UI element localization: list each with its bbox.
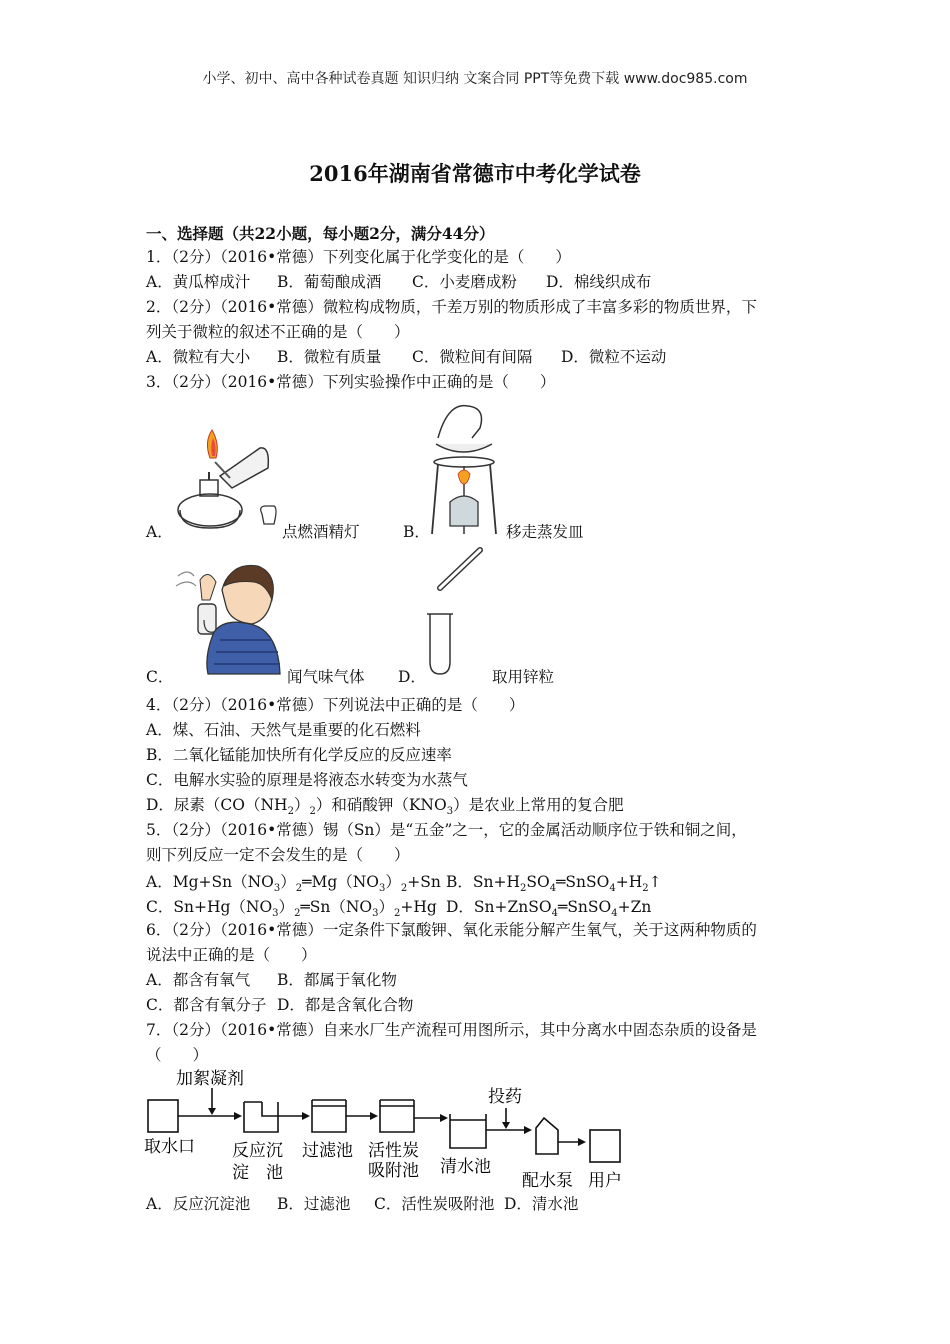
q6-stem-line1: 6．（2分）（2016•常德）一定条件下氯酸钾、氧化汞能分解产生氧气，关于这两种物质的: [146, 921, 757, 939]
reaction-label-2: 淀 池: [232, 1163, 283, 1183]
q5-stem-line1: 5．（2分）（2016•常德）锡（Sn）是“五金”之一，它的金属活动顺序位于铁和铜之间，: [146, 821, 747, 839]
q1-option-a: A．黄瓜榨成汁: [146, 273, 251, 291]
q1-option-d: D．棉线织成布: [546, 273, 652, 291]
alcohol-lamp-figure: [170, 428, 282, 538]
carbon-label-1: 活性炭: [368, 1141, 419, 1161]
user-label: 用户: [588, 1171, 622, 1191]
q6-option-b: B．都属于氧化物: [277, 971, 397, 989]
q5-stem-line2: 则下列反应一定不会发生的是（ ）: [146, 846, 410, 864]
q5-option-a: A．$Mg+Sn(NO_3)_2═Mg(NO_3)_2+Sn$: [146, 873, 441, 895]
q3-option-c-text: 闻气味气体: [287, 668, 365, 686]
smelling-gas-figure: [174, 560, 286, 678]
q2-stem-line2: 列关于微粒的叙述不正确的是（ ）: [146, 323, 410, 341]
dose-label: 投药: [488, 1087, 522, 1107]
filter-label: 过滤池: [302, 1141, 353, 1161]
q6-option-c: C．都含有氧分子: [146, 996, 267, 1014]
q1-stem: 1．（2分）（2016•常德）下列变化属于化学变化的是（ ）: [146, 248, 571, 266]
filter-tank: [312, 1100, 346, 1132]
q3-stem: 3．（2分）（2016•常德）下列实验操作中正确的是（ ）: [146, 373, 556, 391]
evaporating-dish-figure: [428, 398, 498, 538]
test-tube-figure: [426, 544, 490, 676]
q4-stem: 4．（2分）（2016•常德）下列说法中正确的是（ ）: [146, 696, 525, 714]
carbon-tank: [380, 1100, 414, 1132]
intake-box: [148, 1100, 178, 1132]
water-treatment-flow-diagram: [140, 1068, 660, 1192]
coagulant-label: 加絮凝剂: [176, 1069, 244, 1089]
clear-water-label: 清水池: [440, 1157, 491, 1177]
q5-option-b: B．$Sn+H_2SO_4═SnSO_4+H_2↑$: [446, 873, 662, 895]
page-header: 小学、初中、高中各种试卷真题 知识归纳 文案合同 PPT等免费下载 www.doc985.com: [202, 71, 748, 87]
q6-option-d: D．都是含氧化合物: [277, 996, 414, 1014]
reaction-label-1: 反应沉: [232, 1141, 283, 1161]
pump-box: [536, 1118, 558, 1154]
q2-option-d: D．微粒不运动: [561, 348, 667, 366]
q7-option-c: C．活性炭吸附池: [374, 1195, 495, 1213]
q1-option-c: C．小麦磨成粉: [412, 273, 517, 291]
q1-option-b: B．葡萄酿成酒: [277, 273, 382, 291]
carbon-label-2: 吸附池: [368, 1161, 419, 1181]
section-heading: 一、选择题（共22小题，每小题2分，满分44分）: [146, 224, 495, 243]
q7-stem-line1: 7．（2分）（2016•常德）自来水厂生产流程可用图所示，其中分离水中固态杂质的设备是: [146, 1021, 757, 1039]
q7-option-b: B．过滤池: [277, 1195, 351, 1213]
q3-option-b-letter: B．: [403, 523, 430, 541]
q3-option-a-letter: A．: [146, 523, 173, 541]
q2-option-c: C．微粒间有间隔: [412, 348, 533, 366]
q2-stem-line1: 2．（2分）（2016•常德）微粒构成物质，千差万别的物质形成了丰富多彩的物质世界，下: [146, 298, 757, 316]
q3-option-c-letter: C．: [146, 668, 174, 686]
q4-option-a: A．煤、石油、天然气是重要的化石燃料: [146, 721, 421, 739]
q4-option-b: B．二氧化锰能加快所有化学反应的反应速率: [146, 746, 452, 764]
clear-water-tank: [450, 1114, 486, 1148]
q3-option-a-text: 点燃酒精灯: [282, 523, 360, 541]
q3-option-d-letter: D．: [398, 668, 426, 686]
reaction-tank: [244, 1102, 278, 1132]
q2-option-a: A．微粒有大小: [146, 348, 251, 366]
q4-option-d: D．尿素$(CO(NH_2)_2)$和硝酸钾$(KNO_3)$是农业上常用的复合肥: [146, 796, 624, 818]
user-box: [590, 1130, 620, 1162]
pump-label: 配水泵: [522, 1171, 573, 1191]
q3-option-b-text: 移走蒸发皿: [506, 523, 584, 541]
intake-label: 取水口: [144, 1137, 195, 1157]
q7-option-a: A．反应沉淀池: [146, 1195, 251, 1213]
q4-option-c: C．电解水实验的原理是将液态水转变为水蒸气: [146, 771, 468, 789]
q2-option-b: B．微粒有质量: [277, 348, 382, 366]
q5-option-c: C．$Sn+Hg(NO_3)_2═Sn(NO_3)_2+Hg$: [146, 898, 437, 920]
q6-option-a: A．都含有氧气: [146, 971, 251, 989]
q5-option-d: D．Sn+ZnSO$_4$═SnSO$_4$+Zn: [446, 898, 652, 920]
q6-stem-line2: 说法中正确的是（ ）: [146, 946, 317, 964]
q7-option-d: D．清水池: [504, 1195, 579, 1213]
q3-option-d-text: 取用锌粒: [492, 668, 555, 686]
exam-title: 2016年湖南省常德市中考化学试卷: [309, 161, 641, 186]
q7-stem-line2: （ ）: [146, 1046, 209, 1064]
